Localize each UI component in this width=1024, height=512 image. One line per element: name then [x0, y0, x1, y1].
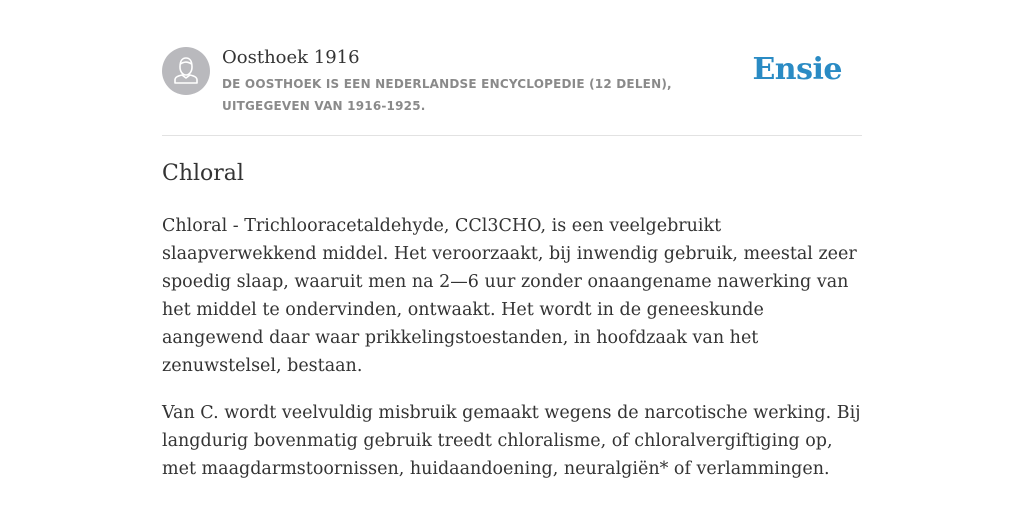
user-silhouette-icon	[162, 47, 210, 95]
article-paragraph: Van C. wordt veelvuldig misbruik gemaakt wegens de narcotische werking. Bij langdurig bovenmatig gebruik treedt chloralisme, of chloralvergiftiging op, met maagdarmstoornissen, huidaandoening, neuralgiën* of verlammingen.	[162, 403, 861, 479]
source-title[interactable]: Oosthoek 1916	[222, 47, 360, 68]
article-title: Chloral	[162, 161, 244, 186]
ensie-logo-link[interactable]: Ensie	[752, 52, 842, 87]
source-description: DE OOSTHOEK IS EEN NEDERLANDSE ENCYCLOPEDIE (12 DELEN), UITGEGEVEN VAN 1916-1925.	[222, 77, 672, 113]
article-paragraph: Chloral - Trichlooracetaldehyde, CCl3CHO, is een veelgebruikt slaapverwekkend middel. Het veroorzaakt, bij inwendig gebruik, meestal zeer spoedig slaap, waaruit men na 2—6 uur zonder onaangename nawerking van het middel te ondervinden, ontwaakt. Het wordt in de geneeskunde aangewend daar waar prikkelingstoestanden, in hoofdzaak van het zenuwstelsel, bestaan.	[162, 216, 857, 376]
source-info	[222, 46, 762, 117]
avatar[interactable]	[162, 47, 210, 95]
article-body	[162, 212, 862, 502]
source-header	[162, 0, 862, 136]
page-container	[162, 0, 862, 479]
